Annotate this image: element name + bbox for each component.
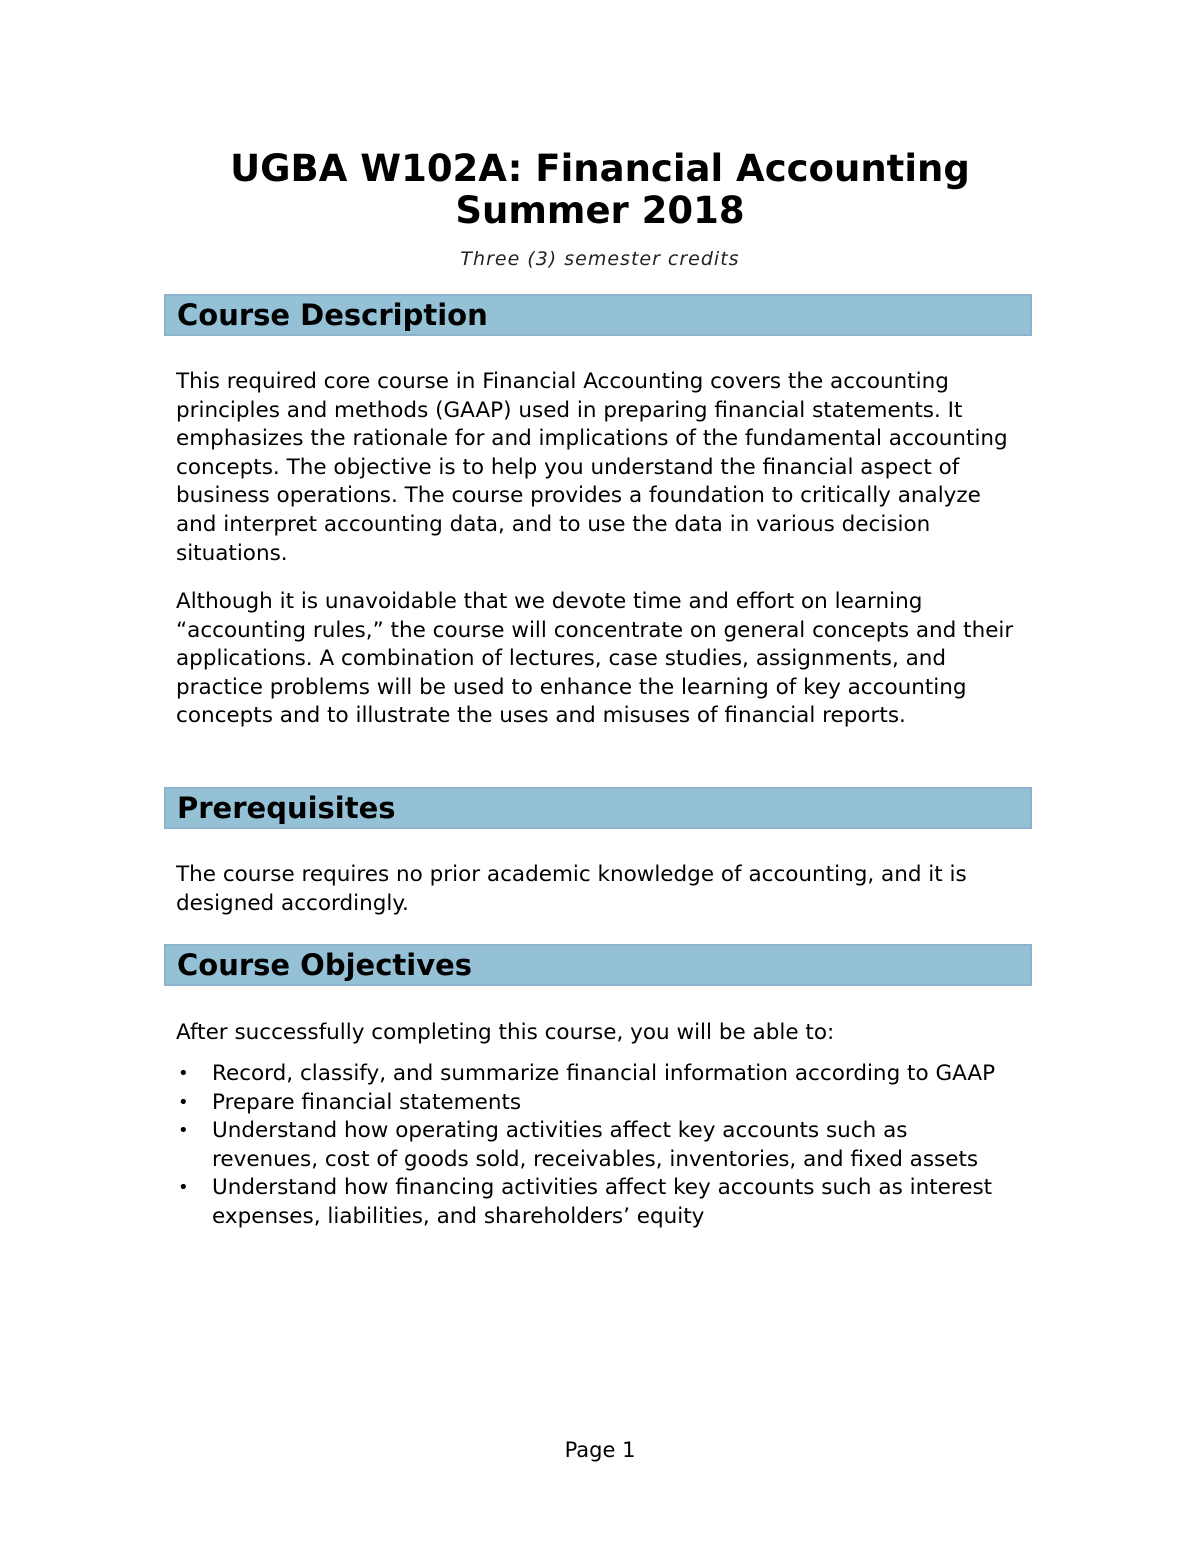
objectives-list — [176, 1060, 1006, 1232]
bullet-icon: • — [178, 1091, 189, 1113]
list-item-text: Record, classify, and summarize financial information according to GAAP — [212, 1061, 996, 1086]
list-item-text: Understand how financing activities affect key accounts such as interest expenses, liabilities, and shareholders’ equity — [212, 1175, 993, 1229]
section-heading-label: Course Description — [177, 298, 488, 332]
objectives-intro: After successfully completing this course, you will be able to: — [176, 1020, 835, 1045]
document-subtitle: Three (3) semester credits — [460, 248, 740, 270]
list-item — [176, 1089, 1006, 1118]
section-heading-label: Prerequisites — [177, 791, 396, 825]
course-description-paragraph-2: Although it is unavoidable that we devote time and effort on learning “accounting rules,” the course will concentrate on general concepts and their applications. A combination of lectures, case studies, assignments, and practice problems will be used to enhance the learning of key accounting concepts and to illustrate the uses and misuses of financial reports. — [176, 589, 1014, 729]
list-item-text: Prepare financial statements — [212, 1089, 522, 1115]
section-heading-prerequisites — [164, 787, 1032, 829]
document-title-line2: Summer 2018 — [455, 189, 745, 232]
prerequisites-paragraph: The course requires no prior academic knowledge of accounting, and it is designed accordingly. — [176, 862, 967, 916]
section-heading-course-description — [164, 294, 1032, 336]
bullet-icon: • — [178, 1120, 189, 1142]
course-description-paragraph-1: This required core course in Financial Accounting covers the accounting principles and methods (GAAP) used in preparing financial statements. It emphasizes the rationale for and implications of the fundamental accounting concepts. The objective is to help you understand the financial aspect of business operations. The course provides a foundation to critically analyze and interpret accounting data, and to use the data in various decision situations. — [176, 369, 1008, 566]
list-item — [176, 1174, 1006, 1231]
page-number: Page 1 — [564, 1438, 636, 1462]
document-header — [0, 148, 1200, 272]
bullet-icon: • — [178, 1177, 189, 1199]
bullet-icon: • — [178, 1063, 189, 1084]
list-item — [176, 1117, 1006, 1174]
section-heading-course-objectives — [164, 944, 1032, 986]
list-item — [176, 1060, 1006, 1089]
section-heading-label: Course Objectives — [177, 948, 473, 982]
document-title-line1: UGBA W102A: Financial Accounting — [230, 147, 970, 190]
list-item-text: Understand how operating activities affect key accounts such as revenues, cost of goods sold, receivables, inventories, and fixed assets — [212, 1118, 979, 1172]
